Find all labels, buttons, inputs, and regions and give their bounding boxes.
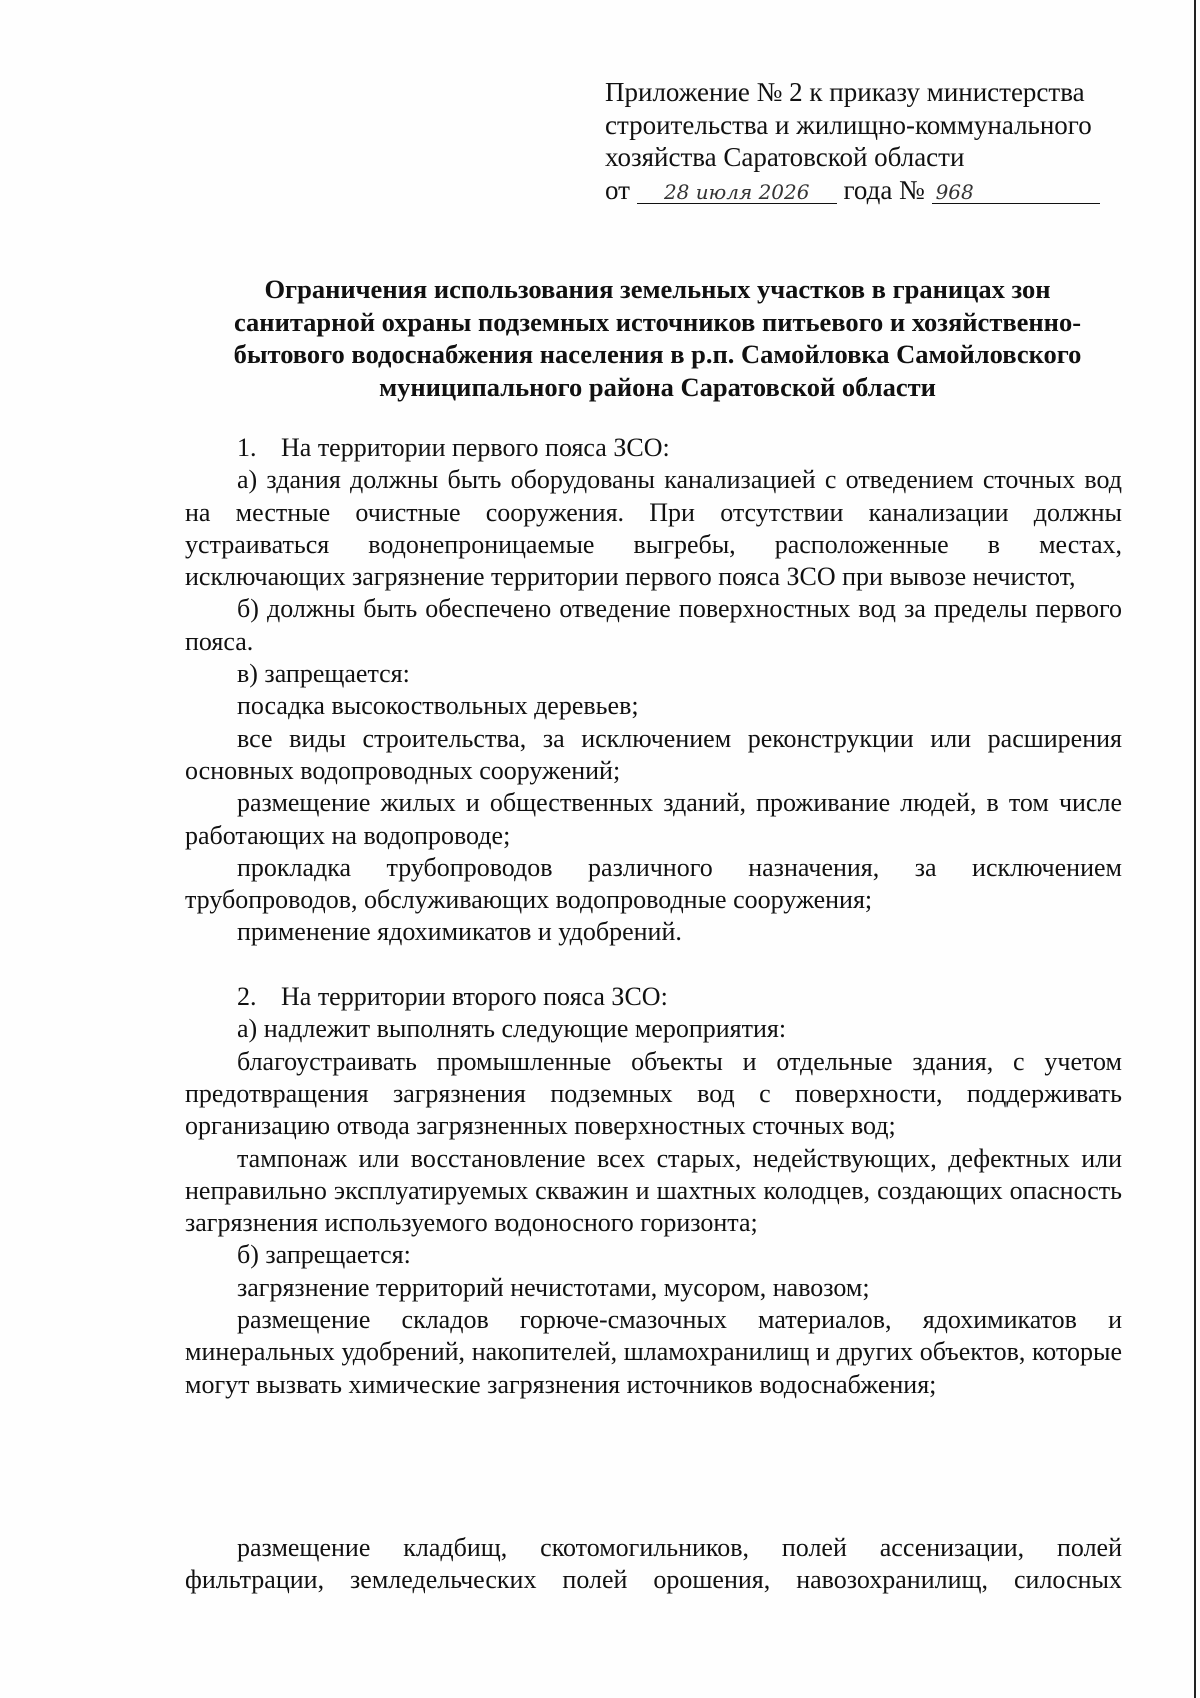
approval-block xyxy=(605,76,1125,206)
section-2-heading-text: На территории второго пояса ЗСО: xyxy=(281,982,668,1012)
section-1-prohibition-2: все виды строительства, за исключением реконструкции или расширения основных водопроводных сооружений; xyxy=(185,723,1122,785)
section-1-heading-text: На территории первого пояса ЗСО: xyxy=(281,433,670,462)
paragraph-gap xyxy=(185,949,1122,981)
approval-line-4 xyxy=(605,174,1125,207)
year-number-label: года № xyxy=(843,174,925,205)
section-2-measure-1: благоустраивать промышленные объекты и отдельные здания, с учетом предотвращения загрязнения подземных вод с поверхности, поддерживать организацию отвода загрязненных поверхностных сточных вод; xyxy=(185,1046,1122,1141)
continued-text xyxy=(185,1532,1122,1597)
approval-line-3: хозяйства Саратовской области xyxy=(605,142,965,172)
section-1-prohibition-4: прокладка трубопроводов различного назначения, за исключением трубопроводов, обслуживающих водопроводные сооружения; xyxy=(185,852,1122,915)
from-label: от xyxy=(605,174,630,205)
section-2-prohibition-2: размещение складов горюче-смазочных материалов, ядохимикатов и минеральных удобрений, накопителей, шламохранилищ и других объектов, которые могут вызвать химические загрязнения источников водоснабжения; xyxy=(185,1305,1122,1399)
document-body xyxy=(185,432,1122,1401)
approval-line-2: строительства и жилищно-коммунального xyxy=(605,109,1092,140)
section-2-prohibition-1: загрязнение территорий нечистотами, мусором, навозом; xyxy=(237,1272,870,1302)
scan-edge-line xyxy=(1194,0,1196,1698)
section-2-item-b: б) запрещается: xyxy=(237,1240,411,1270)
section-1-number: 1. xyxy=(237,433,257,462)
section-1-item-v: в) запрещается: xyxy=(237,659,410,689)
document-title xyxy=(185,273,1130,403)
section-1-prohibition-1: посадка высокоствольных деревьев; xyxy=(237,691,639,721)
handwritten-date: 28 июля 2026 xyxy=(637,181,837,204)
section-2-prohibition-3: размещение кладбищ, скотомогильников, полей ассенизации, полей фильтрации, земледельческих полей орошения, навозохранилищ, силосных xyxy=(185,1533,1122,1595)
title-line-2: санитарной охраны подземных источников питьевого и хозяйственно- xyxy=(233,306,1082,337)
approval-line-1: Приложение № 2 к приказу министерства xyxy=(605,77,1085,107)
section-2-measure-2: тампонаж или восстановление всех старых, недействующих, дефектных или неправильно эксплуатируемых скважин и шахтных колодцев, создающих опасность загрязнения используемого водоносного горизонта; xyxy=(185,1143,1122,1238)
section-2-heading xyxy=(185,981,1122,1013)
handwritten-number: 968 xyxy=(932,181,1100,204)
title-line-1: Ограничения использования земельных участков в границах зон xyxy=(264,274,1051,304)
section-1-item-a: а) здания должны быть оборудованы канализацией с отведением сточных вод на местные очистные сооружения. При отсутствии канализации должны устраиваться водонепроницаемые выгребы, расположенные в местах, исключающих загрязнение территории первого пояса ЗСО при вывозе нечистот, xyxy=(185,465,1122,592)
section-1-prohibition-3: размещение жилых и общественных зданий, проживание людей, в том числе работающих на водопроводе; xyxy=(185,788,1122,850)
section-1-item-b: б) должны быть обеспечено отведение поверхностных вод за пределы первого пояса. xyxy=(185,594,1122,656)
section-1-heading xyxy=(185,432,1122,464)
section-1-prohibition-5: применение ядохимикатов и удобрений. xyxy=(237,917,682,947)
section-2-item-a: а) надлежит выполнять следующие мероприятия: xyxy=(237,1014,787,1044)
section-2-number: 2. xyxy=(237,982,257,1012)
title-line-4: муниципального района Саратовской области xyxy=(379,371,936,402)
title-line-3: бытового водоснабжения населения в р.п. Самойловка Самойловского xyxy=(233,339,1082,369)
